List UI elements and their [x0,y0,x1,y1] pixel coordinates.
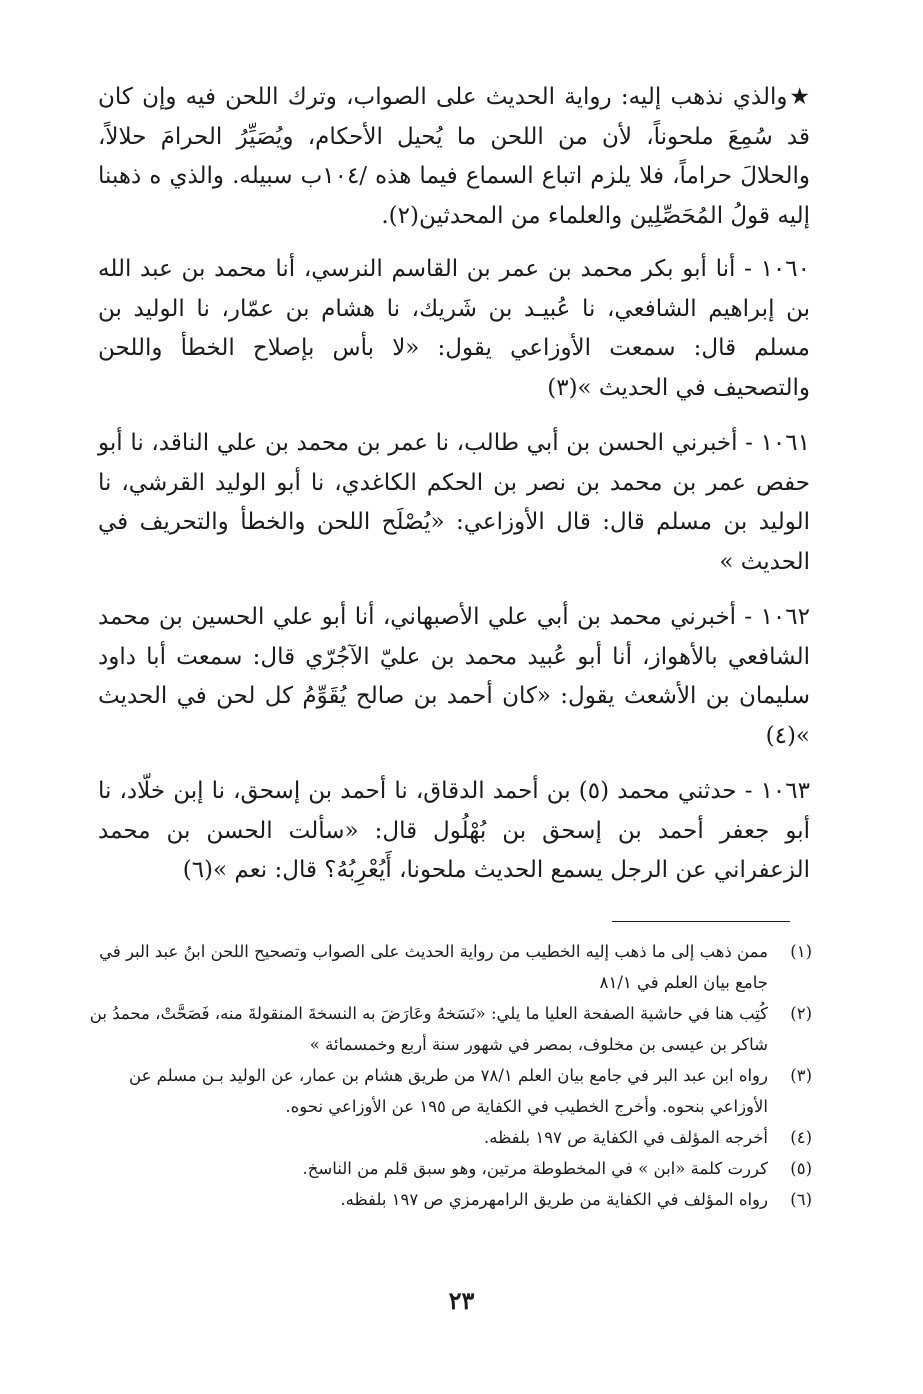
footnote-text: رواه المؤلف في الكفاية من طريق الرامهرمزي ص ١٩٧ بلفظه. [340,1190,768,1209]
footnote-text: كُتِب هنا في حاشية الصفحة العليا ما يلي: «نَسَخهُ وعَارَضَ به النسخةَ المنقولةَ منه، فَصَحَّتْ، محمدُ بن شاكر بن عيسى بن مخلوف، بمصر في شهور سنة أربع وخمسمائة » [89,1004,768,1054]
footnote-text: أخرجه المؤلف في الكفاية ص ١٩٧ بلفظه. [484,1128,768,1147]
page-number: ٢٣ [448,1286,475,1315]
footnote-2 [80,998,812,1060]
paragraph-hadith-1062: ١٠٦٢ - أخبرني محمد بن أبي علي الأصبهاني، أنا أبو علي الحسين بن محمد الشافعي بالأهواز، أنا أبو عُبيد محمد بن عليّ الآجُرّي قال: سمعت أبا داود سليمان بن الأشعث يقول: «كان أحمد بن صالح يُقَوِّمُ كل لحن في الحديث »(٤) [98,604,810,749]
main-text [98,78,810,907]
footnotes [80,936,812,1215]
footnote-number: (٢) [790,1004,812,1023]
footnote-text: كررت كلمة «ابن » في المخطوطة مرتين، وهو سبق قلم من الناسخ. [302,1159,768,1178]
footnote-number: (٣) [790,1066,812,1085]
paragraph-hadith-1061: ١٠٦١ - أخبرني الحسن بن أبي طالب، نا عمر بن محمد بن علي الناقد، نا أبو حفص عمر بن محمد بن نصر بن الحكم الكاغدي، نا أبو الوليد القرشي، نا الوليد بن مسلم قال: قال الأوزاعي: «يُصْلَح اللحن والخطأ والتحريف في الحديث » [98,430,810,575]
footnote-divider [612,921,790,922]
footnote-6 [80,1184,812,1215]
footnote-number: (١) [790,942,812,961]
footnote-number: (٥) [790,1159,812,1178]
footnote-5 [80,1153,812,1184]
footnote-text: ممن ذهب إلى ما ذهب إليه الخطيب من رواية الحديث على الصواب وتصحيح اللحن ابنُ عبد البر في جامع بيان العلم في ٨١/١ [99,942,768,992]
paragraph-hadith-1060: ١٠٦٠ - أنا أبو بكر محمد بن عمر بن القاسم النرسي، أنا محمد بن عبد الله بن إبراهيم الشافعي، نا عُبيـد بن شَريك، نا هشام بن عمّار، نا الوليد بن مسلم قال: سمعت الأوزاعي يقول: «لا بأس بإصلاح الخطأ واللحن والتصحيف في الحديث »(٣) [98,256,810,401]
paragraph-hadith-1063: ١٠٦٣ - حدثني محمد (٥) بن أحمد الدقاق، نا أحمد بن إسحق، نا إبن خلّاد، نا أبو جعفر أحمد بن إسحق بن بُهْلُول قال: «سألت الحسن بن محمد الزعفراني عن الرجل يسمع الحديث ملحونا، أَيُعْرِبُهُ؟ قال: نعم »(٦) [98,778,810,883]
footnote-number: (٦) [790,1190,812,1209]
footnote-text: رواه ابن عبد البر في جامع بيان العلم ٧٨/١ من طريق هشام بن عمار، عن الوليد بـن مسلم عن الأوزاعي بنحوه. وأخرج الخطيب في الكفاية ص ١٩٥ عن الأوزاعي نحوه. [129,1066,768,1116]
footnote-3 [80,1060,812,1122]
footnote-4 [80,1122,812,1153]
paragraph-opening: ★والذي نذهب إليه: رواية الحديث على الصواب، وترك اللحن فيه وإن كان قد سُمِعَ ملحوناً، لأن من اللحن ما يُحيل الأحكام، ويُصَيِّرُ الحرامَ حلالاً، والحلالَ حراماً، فلا يلزم اتباع السماع فيما هذه /١٠٤ب سبيله. والذي ه ذهبنا إليه قولُ المُحَصِّلِين والعلماء من المحدثين(٢). [98,84,810,229]
footnote-1 [80,936,812,998]
footnote-number: (٤) [790,1128,812,1147]
